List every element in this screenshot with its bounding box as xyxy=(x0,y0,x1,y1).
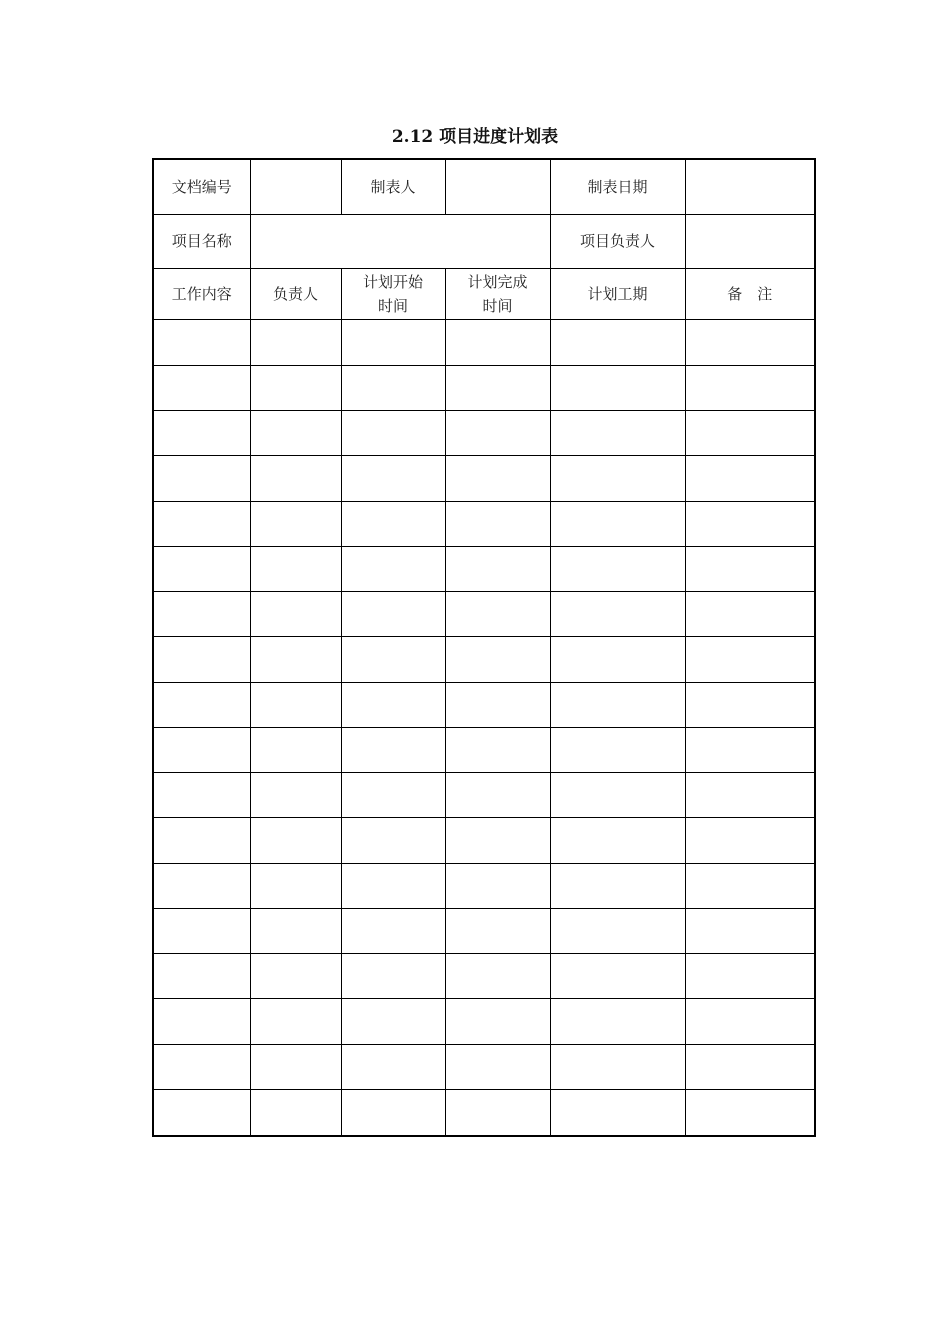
owner-cell[interactable] xyxy=(250,637,341,682)
planned-duration-cell[interactable] xyxy=(550,818,685,863)
work-content-cell[interactable] xyxy=(154,818,250,863)
planned-start-cell[interactable] xyxy=(341,908,445,953)
table-row xyxy=(154,682,814,727)
column-header-label: 计划开始 时间 xyxy=(362,273,423,316)
work-content-cell[interactable] xyxy=(154,954,250,999)
table-row xyxy=(154,863,814,908)
column-header-label: 工作内容 xyxy=(171,285,232,304)
planned-duration-cell[interactable] xyxy=(550,1089,685,1135)
work-content-cell[interactable] xyxy=(154,456,250,501)
project-name-field[interactable] xyxy=(250,214,550,268)
table-row xyxy=(154,999,814,1044)
remarks-cell[interactable] xyxy=(685,818,814,863)
planned-finish-cell[interactable] xyxy=(445,320,550,365)
owner-cell[interactable] xyxy=(250,818,341,863)
remarks-cell[interactable] xyxy=(685,456,814,501)
column-header-work-content xyxy=(154,269,250,320)
remarks-cell[interactable] xyxy=(685,411,814,456)
planned-start-cell[interactable] xyxy=(341,320,445,365)
planned-start-cell[interactable] xyxy=(341,999,445,1044)
planned-start-cell[interactable] xyxy=(341,501,445,546)
table-row xyxy=(154,637,814,682)
doc-number-label: 文档编号 xyxy=(154,160,250,214)
owner-cell[interactable] xyxy=(250,1089,341,1135)
work-content-cell[interactable] xyxy=(154,592,250,637)
planned-finish-cell[interactable] xyxy=(445,999,550,1044)
owner-cell[interactable] xyxy=(250,727,341,772)
work-content-cell[interactable] xyxy=(154,863,250,908)
planned-duration-cell[interactable] xyxy=(550,908,685,953)
planned-finish-cell[interactable] xyxy=(445,954,550,999)
column-header-planned-duration xyxy=(550,269,685,320)
remarks-cell[interactable] xyxy=(685,908,814,953)
remarks-cell[interactable] xyxy=(685,863,814,908)
planned-start-cell[interactable] xyxy=(341,546,445,591)
owner-cell[interactable] xyxy=(250,411,341,456)
remarks-cell[interactable] xyxy=(685,365,814,410)
owner-cell[interactable] xyxy=(250,501,341,546)
owner-cell[interactable] xyxy=(250,999,341,1044)
remarks-cell[interactable] xyxy=(685,773,814,818)
planned-duration-cell[interactable] xyxy=(550,501,685,546)
work-content-cell[interactable] xyxy=(154,637,250,682)
remarks-cell[interactable] xyxy=(685,546,814,591)
planned-duration-cell[interactable] xyxy=(550,411,685,456)
planned-duration-cell[interactable] xyxy=(550,773,685,818)
planned-finish-cell[interactable] xyxy=(445,411,550,456)
table-row xyxy=(154,501,814,546)
remarks-cell[interactable] xyxy=(685,637,814,682)
document-title: 2.12 项目进度计划表 xyxy=(391,127,559,147)
planned-finish-cell[interactable] xyxy=(445,501,550,546)
remarks-cell[interactable] xyxy=(685,682,814,727)
table-row xyxy=(154,1044,814,1089)
project-lead-label: 项目负责人 xyxy=(550,214,685,268)
planned-start-cell[interactable] xyxy=(341,682,445,727)
column-header-label: 计划完成 时间 xyxy=(467,273,528,316)
planned-start-cell[interactable] xyxy=(341,818,445,863)
planned-start-cell[interactable] xyxy=(341,1089,445,1135)
work-content-cell[interactable] xyxy=(154,501,250,546)
planned-finish-cell[interactable] xyxy=(445,682,550,727)
planned-start-cell[interactable] xyxy=(341,456,445,501)
planned-start-cell[interactable] xyxy=(341,637,445,682)
planned-finish-cell[interactable] xyxy=(445,1044,550,1089)
planned-finish-cell[interactable] xyxy=(445,592,550,637)
owner-cell[interactable] xyxy=(250,908,341,953)
table-row xyxy=(154,546,814,591)
planned-finish-cell[interactable] xyxy=(445,1089,550,1135)
owner-cell[interactable] xyxy=(250,320,341,365)
planned-duration-cell[interactable] xyxy=(550,592,685,637)
remarks-cell[interactable] xyxy=(685,1044,814,1089)
column-header-remarks xyxy=(685,269,814,320)
planned-finish-cell[interactable] xyxy=(445,863,550,908)
schedule-form xyxy=(152,158,816,1137)
planned-duration-cell[interactable] xyxy=(550,682,685,727)
column-header-label: 负责人 xyxy=(272,285,318,304)
planned-duration-cell[interactable] xyxy=(550,727,685,772)
table-row xyxy=(154,365,814,410)
project-lead-field[interactable] xyxy=(685,214,814,268)
planned-start-cell[interactable] xyxy=(341,773,445,818)
work-content-cell[interactable] xyxy=(154,365,250,410)
owner-cell[interactable] xyxy=(250,592,341,637)
table-row xyxy=(154,954,814,999)
work-content-cell[interactable] xyxy=(154,682,250,727)
author-label: 制表人 xyxy=(341,160,445,214)
author-field[interactable] xyxy=(445,160,550,214)
planned-start-cell[interactable] xyxy=(341,863,445,908)
planned-start-cell[interactable] xyxy=(341,954,445,999)
planned-finish-cell[interactable] xyxy=(445,546,550,591)
planned-start-cell[interactable] xyxy=(341,411,445,456)
planned-finish-cell[interactable] xyxy=(445,456,550,501)
doc-number-field[interactable] xyxy=(250,160,341,214)
table-row xyxy=(154,727,814,772)
meta-row-project xyxy=(154,214,814,268)
column-header-owner xyxy=(250,269,341,320)
remarks-cell[interactable] xyxy=(685,320,814,365)
table-row xyxy=(154,320,814,365)
table-row xyxy=(154,1089,814,1135)
planned-duration-cell[interactable] xyxy=(550,546,685,591)
column-header-planned-start xyxy=(341,269,445,320)
remarks-cell[interactable] xyxy=(685,1089,814,1135)
schedule-table xyxy=(154,160,814,1135)
planned-start-cell[interactable] xyxy=(341,365,445,410)
owner-cell[interactable] xyxy=(250,456,341,501)
planned-finish-cell[interactable] xyxy=(445,637,550,682)
owner-cell[interactable] xyxy=(250,773,341,818)
table-row xyxy=(154,456,814,501)
owner-cell[interactable] xyxy=(250,365,341,410)
owner-cell[interactable] xyxy=(250,954,341,999)
table-row xyxy=(154,773,814,818)
planned-start-cell[interactable] xyxy=(341,592,445,637)
planned-finish-cell[interactable] xyxy=(445,773,550,818)
column-header-label: 备 注 xyxy=(727,285,773,304)
planned-duration-cell[interactable] xyxy=(550,320,685,365)
owner-cell[interactable] xyxy=(250,863,341,908)
planned-duration-cell[interactable] xyxy=(550,456,685,501)
remarks-cell[interactable] xyxy=(685,592,814,637)
planned-duration-cell[interactable] xyxy=(550,863,685,908)
owner-cell[interactable] xyxy=(250,1044,341,1089)
meta-row-document xyxy=(154,160,814,214)
date-label: 制表日期 xyxy=(550,160,685,214)
planned-finish-cell[interactable] xyxy=(445,727,550,772)
planned-start-cell[interactable] xyxy=(341,727,445,772)
date-field[interactable] xyxy=(685,160,814,214)
work-content-cell[interactable] xyxy=(154,773,250,818)
remarks-cell[interactable] xyxy=(685,954,814,999)
table-row xyxy=(154,818,814,863)
column-header-label: 计划工期 xyxy=(587,285,648,304)
owner-cell[interactable] xyxy=(250,682,341,727)
column-header-row xyxy=(154,269,814,320)
planned-start-cell[interactable] xyxy=(341,1044,445,1089)
work-content-cell[interactable] xyxy=(154,1089,250,1135)
remarks-cell[interactable] xyxy=(685,999,814,1044)
planned-finish-cell[interactable] xyxy=(445,365,550,410)
planned-finish-cell[interactable] xyxy=(445,908,550,953)
planned-duration-cell[interactable] xyxy=(550,637,685,682)
project-name-label: 项目名称 xyxy=(154,214,250,268)
work-content-cell[interactable] xyxy=(154,546,250,591)
table-row xyxy=(154,411,814,456)
planned-finish-cell[interactable] xyxy=(445,818,550,863)
planned-duration-cell[interactable] xyxy=(550,954,685,999)
work-content-cell[interactable] xyxy=(154,727,250,772)
owner-cell[interactable] xyxy=(250,546,341,591)
planned-duration-cell[interactable] xyxy=(550,365,685,410)
planned-duration-cell[interactable] xyxy=(550,1044,685,1089)
table-row xyxy=(154,592,814,637)
work-content-cell[interactable] xyxy=(154,411,250,456)
work-content-cell[interactable] xyxy=(154,999,250,1044)
table-row xyxy=(154,908,814,953)
remarks-cell[interactable] xyxy=(685,727,814,772)
work-content-cell[interactable] xyxy=(154,320,250,365)
planned-duration-cell[interactable] xyxy=(550,999,685,1044)
remarks-cell[interactable] xyxy=(685,501,814,546)
work-content-cell[interactable] xyxy=(154,908,250,953)
work-content-cell[interactable] xyxy=(154,1044,250,1089)
column-header-planned-finish xyxy=(445,269,550,320)
